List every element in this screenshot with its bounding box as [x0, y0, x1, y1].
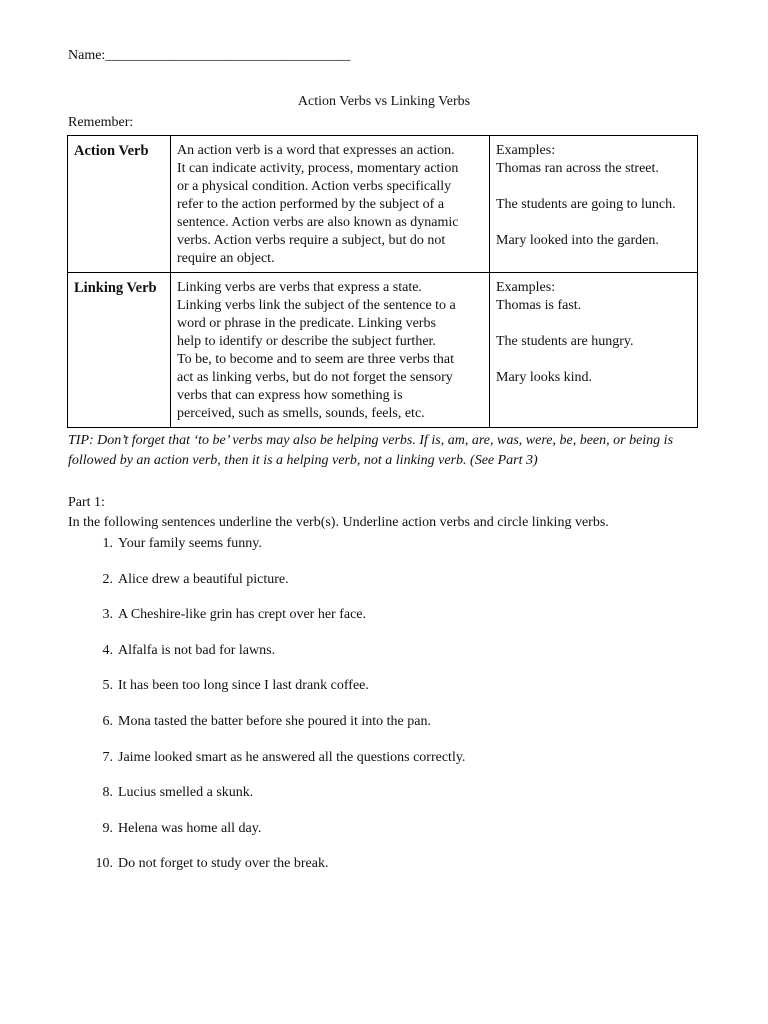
term-linking-verb: Linking Verb [74, 280, 157, 296]
example-item: The students are hungry. [496, 334, 634, 349]
example-item: Thomas ran across the street. [496, 161, 659, 176]
definition-linking-verb: Linking verbs are verbs that express a state. Linking verbs link the subject of the sentence to a word or phrase in the predicate. Linking verbs help to identify or describe the subject further. To be, to become and to seem are three verbs that act as linking verbs, but do not forget the sensory verbs that can express how something is perceived, such as smells, sounds, feels, etc. [177, 280, 456, 421]
examples-label: Examples: [496, 280, 556, 295]
table-row-linking-verb [68, 273, 698, 428]
example-item: Mary looked into the garden. [496, 233, 659, 248]
definition-action-verb: An action verb is a word that expresses an action. It can indicate activity, process, momentary action or a physical condition. Action verbs specifically refer to the action performed by the subject of a sentence. Action verbs are also known as dynamic verbs. Action verbs require a subject, but do not require an object. [177, 143, 459, 266]
example-item: The students are going to lunch. [496, 197, 676, 212]
example-item: Mary looks kind. [496, 370, 593, 385]
examples-cell [490, 273, 698, 428]
list-item [68, 749, 708, 785]
list-item [68, 713, 708, 749]
sentence-text: Alfalfa is not bad for lawns. [118, 642, 276, 658]
part-1-instructions: In the following sentences underline the verb(s). Underline action verbs and circle linking verbs. [68, 515, 609, 530]
item-number: 4. [102, 642, 113, 658]
sentence-text: A Cheshire-like grin has crept over her face. [118, 607, 367, 623]
part-1-title: Part 1: [68, 495, 105, 510]
sentence-text: Do not forget to study over the break. [118, 856, 329, 872]
sentence-text: Alice drew a beautiful picture. [118, 571, 289, 587]
examples-cell [490, 136, 698, 273]
name-field[interactable]: Name:___________________________________ [68, 48, 351, 63]
definition-cell [171, 136, 490, 273]
examples-label: Examples: [496, 143, 556, 158]
verb-definitions-table [67, 135, 698, 428]
item-number: 3. [102, 607, 113, 623]
item-number: 7. [102, 749, 113, 765]
list-item [68, 677, 708, 713]
example-item: Thomas is fast. [496, 298, 582, 313]
table-row-action-verb [68, 136, 698, 273]
sentence-list [68, 535, 708, 891]
definition-cell [171, 273, 490, 428]
sentence-text: Jaime looked smart as he answered all the questions correctly. [118, 749, 466, 765]
item-number: 5. [102, 678, 113, 694]
item-number: 2. [102, 571, 113, 587]
term-action-verb: Action Verb [74, 143, 149, 159]
list-item [68, 784, 708, 820]
item-number: 1. [102, 536, 113, 551]
item-number: 9. [102, 820, 113, 836]
list-item [68, 571, 708, 607]
term-cell [68, 273, 171, 428]
sentence-text: Your family seems funny. [118, 536, 262, 551]
page-title: Action Verbs vs Linking Verbs [297, 94, 471, 109]
sentence-text: Lucius smelled a skunk. [118, 785, 254, 801]
tip-note: TIP: Don’t forget that ‘to be’ verbs may also be helping verbs. If is, am, are, was, were, be, been, or being is followed by an action verb, then it is a helping verb, not a linking verb. (See Part 3) [68, 433, 674, 468]
list-item [68, 820, 708, 856]
list-item [68, 606, 708, 642]
remember-label: Remember: [68, 115, 134, 130]
term-cell [68, 136, 171, 273]
list-item [68, 642, 708, 678]
item-number: 6. [102, 713, 113, 729]
list-item [68, 855, 708, 891]
sentence-text: Helena was home all day. [118, 820, 262, 836]
item-number: 8. [102, 785, 113, 801]
sentence-text: It has been too long since I last drank coffee. [118, 678, 369, 694]
item-number: 10. [95, 856, 113, 872]
sentence-text: Mona tasted the batter before she poured it into the pan. [118, 713, 431, 729]
list-item [68, 535, 708, 571]
